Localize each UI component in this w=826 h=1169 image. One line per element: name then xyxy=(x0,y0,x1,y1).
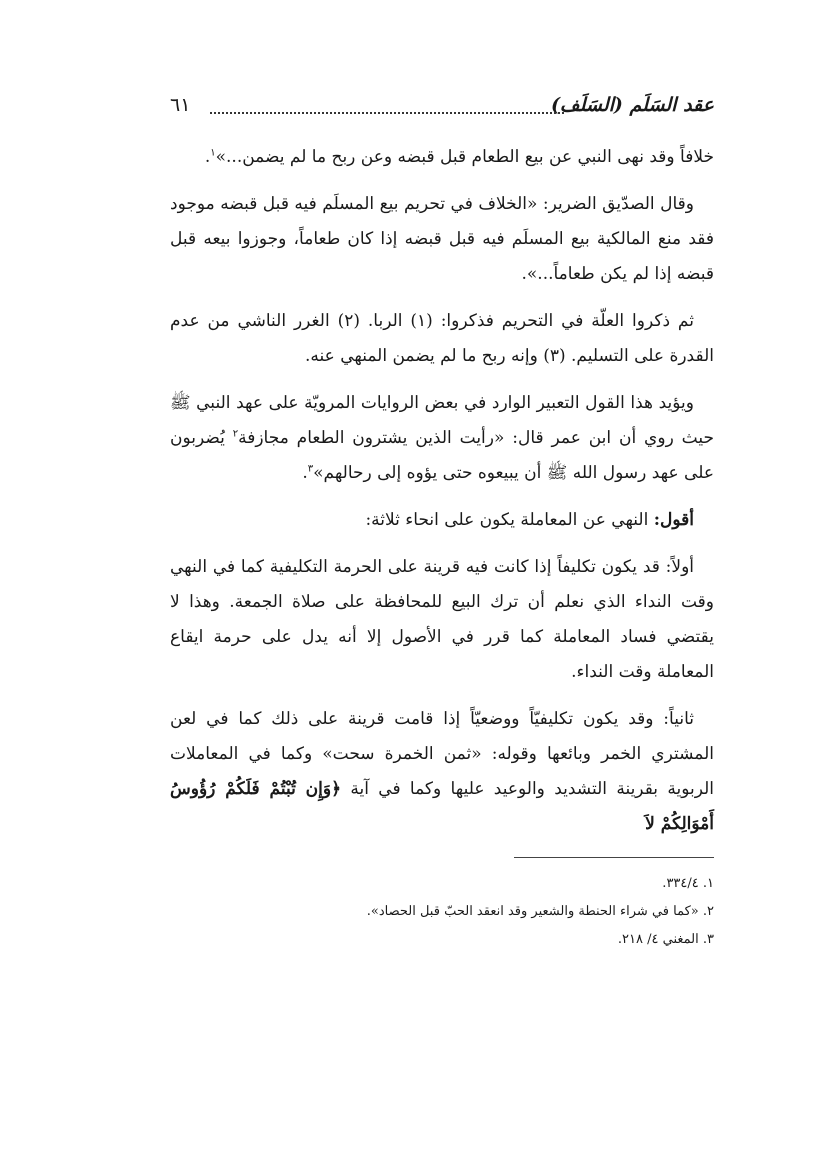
paragraph-5: أقول: النهي عن المعاملة يكون على انحاء ثلاثة: xyxy=(365,510,694,530)
page-number: ٦١ xyxy=(170,94,191,116)
paragraph-4: ويؤيد هذا القول التعبير الوارد في بعض الروايات المرويّة على عهد النبي ﷺ حيث روي أن ابن عمر قال: «رأيت الذين يشترون الطعام مجازفة$^٢$ يُضربون على عهد رسول الله ﷺ أن يبيعوه حتى يؤوه إلى رحالهم»$^٣$. xyxy=(170,393,714,483)
footnote-separator xyxy=(514,857,714,858)
footnote-2: ٢. «كما في شراء الحنطة والشعير وقد انعقد الحبّ قبل الحصاد». xyxy=(366,904,714,919)
paragraph-6: أولاً: قد يكون تكليفاً إذا كانت فيه قرينة على الحرمة التكليفية كما في النهي وقت النداء الذي نعلم أن ترك البيع للمحافظة على صلاة الجمعة. وهذا لا يقتضي فساد المعاملة كما قرر في الأصول إلا أنه يدل على حرمة ايقاع المعاملة وقت النداء. xyxy=(170,557,714,682)
footnote-ref-1: ١ xyxy=(210,147,216,159)
footnote-3: ٣. المغني ٤/ ٢١٨. xyxy=(617,932,714,947)
paragraph-7: ثانياً: وقد يكون تكليفيّاً ووضعيّاً إذا قامت قرينة على ذلك كما في لعن المشتري الخمر وبائعها وقوله: «ثمن الخمرة سحت» وكما في المعاملات الربوية بقرينة التشديد والوعيد عليها وكما في آية ﴿وَإِن تُبْتُمْ فَلَكُمْ رُؤُوسُ أَمْوَالِكُمْ لاَ xyxy=(170,709,714,834)
footnote-1: ١. ٣٣٤/٤. xyxy=(662,876,714,891)
paragraph-1: خلافاً وقد نهى النبي عن بيع الطعام قبل قبضه وعن ربح ما لم يضمن...»$^١$. xyxy=(204,147,714,167)
running-title: عقد السَلَم (السَلَف) xyxy=(550,94,714,116)
paragraph-3: ثم ذكروا العلّة في التحريم فذكروا: (١) الربا. (٢) الغرر الناشي من عدم القدرة على التسليم. (٣) وإنه ربح ما لم يضمن المنهي عنه. xyxy=(170,311,714,366)
footnote-ref-3: ٣ xyxy=(307,463,314,475)
footnote-ref-2: ٢ xyxy=(232,428,239,440)
footnotes xyxy=(170,870,714,954)
page-header xyxy=(170,92,714,122)
aqul-label: أقول: xyxy=(653,510,694,530)
main-text xyxy=(170,140,714,854)
paragraph-2: وقال الصدّيق الضرير: «الخلاف في تحريم بيع المسلَم فيه قبل قبضه موجود فقد منع المالكية بيع المسلَم فيه قبل قبضه إذا كان طعاماً، وجوزوا بيعه قبل قبضه إذا لم يكن طعاماً...». xyxy=(170,194,714,284)
header-dotted-leader xyxy=(210,112,564,114)
quran-verse: ﴿وَإِن تُبْتُمْ فَلَكُمْ رُؤُوسُ أَمْوَالِكُمْ لاَ xyxy=(170,779,714,834)
